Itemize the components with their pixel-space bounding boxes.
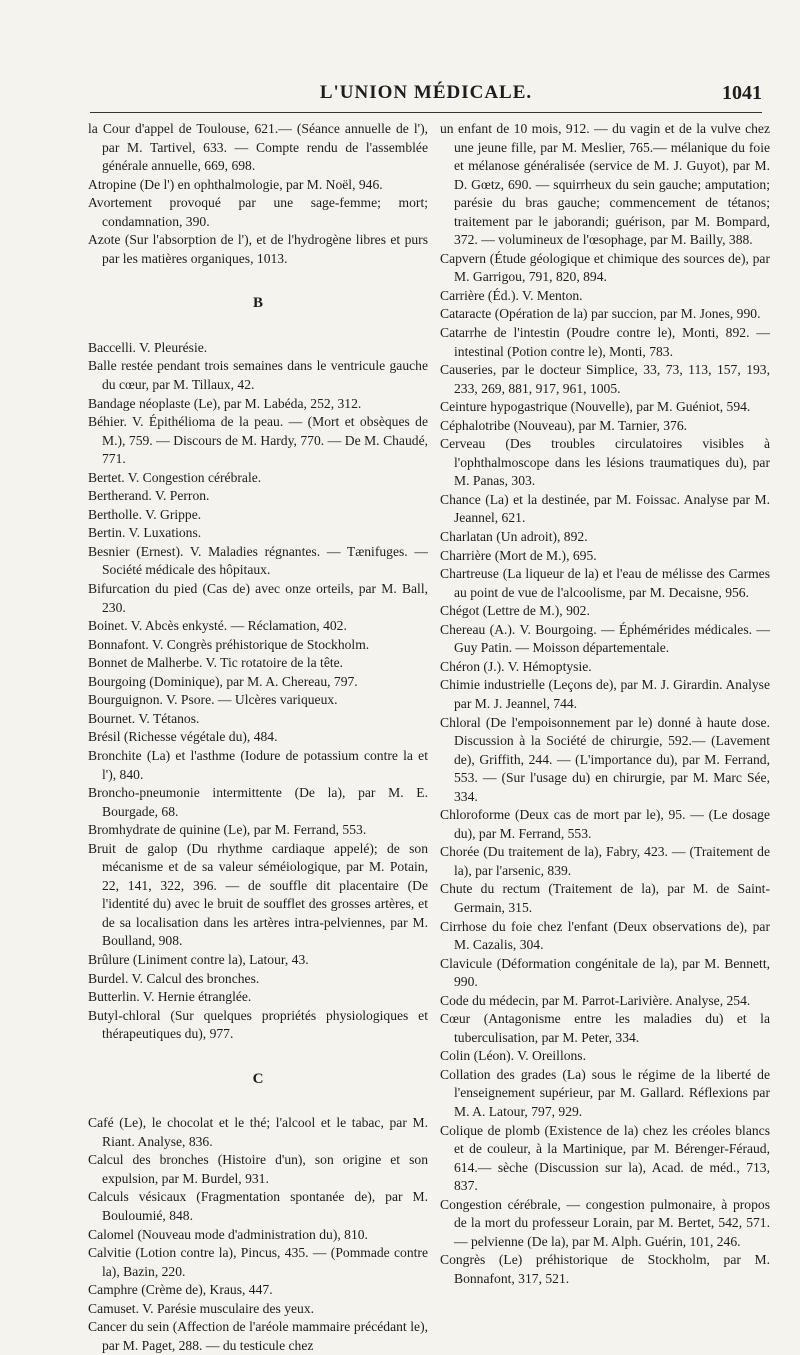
index-entry: Avortement provoqué par une sage-femme; mort; condamnation, 390. — [88, 195, 428, 229]
index-entry: Colin (Léon). V. Oreillons. — [440, 1048, 586, 1064]
index-entry: Colique de plomb (Existence de la) chez les créoles blancs et de couleur, à la Martinique, par M. Bérenger-Féraud, 614.— sèche (Discussion sur la), Acad. de méd., 713, 837. — [440, 1122, 770, 1194]
index-entry: la Cour d'appel de Toulouse, 621.— (Séance annuelle de l'), par M. Tartivel, 633. — Compte rendu de l'assemblée générale annuelle, 669, 698. — [88, 121, 428, 174]
index-entry: Charrière (Mort de M.), 695. — [440, 547, 597, 563]
index-entry: Bromhydrate de quinine (Le), par M. Ferrand, 553. — [88, 822, 367, 838]
index-entry: un enfant de 10 mois, 912. — du vagin et de la vulve chez une jeune fille, par M. Meslier, 765.— mélanique du foie et mélanose généralisée (service de M. J. Guyot), par M. D. Gœtz, 690. — squirrheux du sein gauche; amputation; parésie du bras gauche; commencement de tétanos; traitement par le jaborandi; guérison, par M. Bompard, 372. — volumineux de l'œsophage, par M. Bailly, 388. — [440, 121, 770, 248]
section-b-entries — [88, 339, 428, 1044]
page-header — [90, 82, 762, 112]
index-entry: Code du médecin, par M. Parrot-Larivière. Analyse, 254. — [440, 992, 751, 1008]
index-entry: Cataracte (Opération de la) par succion, par M. Jones, 990. — [440, 306, 761, 322]
index-entry: Collation des grades (La) sous le régime de la liberté de l'enseignement supérieur, par M. Gallard. Réflexions par M. A. Latour, 797, 929. — [440, 1066, 770, 1119]
index-entry: Bertin. V. Luxations. — [88, 525, 202, 541]
index-entry: Bertherand. V. Perron. — [88, 488, 210, 504]
index-entry: Cœur (Antagonisme entre les maladies du) et la tuberculisation, par M. Peter, 334. — [440, 1011, 770, 1045]
index-entry: Bronchite (La) et l'asthme (Iodure de potassium contre la et l'), 840. — [88, 747, 428, 782]
index-entry: Congrès (Le) préhistorique de Stockholm, par M. Bonnafont, 317, 521. — [440, 1252, 770, 1286]
index-entry: Azote (Sur l'absorption de l'), et de l'hydrogène libres et purs par les matières organiques, 1013. — [88, 232, 428, 266]
index-entry: Clavicule (Déformation congénitale de la), par M. Bennett, 990. — [440, 955, 770, 990]
section-letter-b: B — [252, 295, 263, 312]
index-entry: Bourgoing (Dominique), par M. A. Chereau, 797. — [88, 673, 358, 689]
index-entry: Cancer du sein (Affection de l'aréole mammaire précédant le), par M. Paget, 288. — du testicule chez — [88, 1319, 428, 1353]
index-entry: Baccelli. V. Pleurésie. — [88, 339, 208, 355]
index-entry: Bertet. V. Congestion cérébrale. — [88, 469, 262, 485]
index-entry: Chloroforme (Deux cas de mort par le), 95. — (Le dosage du), par M. Ferrand, 553. — [440, 807, 770, 841]
index-entry: Catarrhe de l'intestin (Poudre contre le), Monti, 892. — intestinal (Potion contre le), Monti, 783. — [440, 325, 770, 359]
index-entry: Atropine (De l') en ophthalmologie, par M. Noël, 946. — [88, 176, 383, 192]
index-entry: Bourguignon. V. Psore. — Ulcères variqueux. — [88, 692, 338, 708]
section-a-entries — [88, 120, 428, 268]
index-entry: Chéron (J.). V. Hémoptysie. — [440, 658, 592, 674]
index-entry: Causeries, par le docteur Simplice, 33, 73, 113, 157, 193, 233, 269, 881, 917, 961, 1005. — [440, 362, 770, 396]
index-entry: Brésil (Richesse végétale du), 484. — [88, 729, 278, 745]
right-entries — [440, 120, 770, 1288]
index-entry: Chereau (A.). V. Bourgoing. — Éphémérides médicales. — Guy Patin. — Moisson départementale. — [440, 621, 770, 656]
index-entry: Chorée (Du traitement de la), Fabry, 423. — (Traitement de la), par l'arsenic, 839. — [440, 844, 770, 878]
index-entry: Ceinture hypogastrique (Nouvelle), par M. Guéniot, 594. — [440, 399, 751, 415]
left-column — [88, 120, 428, 1355]
page-number: 1041 — [722, 82, 762, 104]
index-entry: Camuset. V. Parésie musculaire des yeux. — [88, 1300, 315, 1316]
index-entry: Calomel (Nouveau mode d'administration du), 810. — [88, 1226, 368, 1242]
index-entry: Bertholle. V. Grippe. — [88, 506, 202, 522]
section-letter-c: C — [252, 1070, 264, 1087]
index-entry: Broncho-pneumonie intermittente (De la), par M. E. Bourgade, 68. — [88, 785, 428, 819]
index-entry: Boinet. V. Abcès enkysté. — Réclamation, 402. — [88, 618, 347, 634]
index-entry: Chute du rectum (Traitement de la), par M. de Saint-Germain, 315. — [440, 881, 770, 915]
index-entry: Chance (La) et la destinée, par M. Foissac. Analyse par M. Jeannel, 621. — [440, 491, 770, 526]
index-entry: Béhier. V. Épithélioma de la peau. — (Mort et obsèques de M.), 759. — Discours de M. Hardy, 770. — De M. Chaudé, 771. — [88, 414, 428, 467]
index-entry: Balle restée pendant trois semaines dans le ventricule gauche du cœur, par M. Tillaux, 42. — [88, 358, 428, 393]
index-entry: Cerveau (Des troubles circulatoires visibles à l'ophthalmoscope dans les lésions traumatiques du), par M. Panas, 303. — [440, 436, 770, 489]
index-entry: Burdel. V. Calcul des bronches. — [88, 970, 260, 986]
index-entry: Calvitie (Lotion contre la), Pincus, 435. — (Pommade contre la), Bazin, 220. — [88, 1245, 428, 1279]
index-entry: Bruit de galop (Du rhythme cardiaque appelé); de son mécanisme et de sa valeur séméiologique, par M. Potain, 22, 141, 322, 396. — de souffle dit placentaire (De l'identité du) avec le bruit de soufflet des grosses artères, et de sa localisation dans les artères intra-pelviennes, par M. Boulland, 908. — [88, 840, 428, 949]
section-c-entries — [88, 1114, 428, 1355]
index-entry: Céphalotribe (Nouveau), par M. Tarnier, 376. — [440, 417, 688, 433]
index-entry: Calcul des bronches (Histoire d'un), son origine et son expulsion, par M. Burdel, 931. — [88, 1152, 428, 1186]
index-entry: Butterlin. V. Hernie étranglée. — [88, 989, 252, 1005]
index-entry: Camphre (Crème de), Kraus, 447. — [88, 1282, 273, 1298]
index-entry: Bandage néoplaste (Le), par M. Labéda, 252, 312. — [88, 395, 362, 411]
index-entry: Bonnet de Malherbe. V. Tic rotatoire de la tête. — [88, 655, 344, 671]
index-entry: Chloral (De l'empoisonnement par le) donné à haute dose. Discussion à la Société de chirurgie, 592.— (Lavement de), Griffith, 244. — (L'importance du), par M. Ferrand, 553. — (Sur l'usage du) en chirurgie, par M. Marc Sée, 334. — [440, 714, 770, 804]
index-entry: Capvern (Étude géologique et chimique des sources de), par M. Garrigou, 791, 820, 894. — [440, 250, 770, 285]
journal-title: L'UNION MÉDICALE. — [319, 82, 533, 103]
index-entry: Bournet. V. Tétanos. — [88, 710, 200, 726]
index-entry: Brûlure (Liniment contre la), Latour, 43. — [88, 951, 309, 967]
index-entry: Café (Le), le chocolat et le thé; l'alcool et le tabac, par M. Riant. Analyse, 836. — [88, 1115, 428, 1149]
index-entry: Cirrhose du foie chez l'enfant (Deux observations de), par M. Cazalis, 304. — [440, 918, 770, 953]
index-entry: Chimie industrielle (Leçons de), par M. J. Girardin. Analyse par M. J. Jeannel, 744. — [440, 677, 770, 711]
right-column — [440, 120, 770, 1288]
index-entry: Chégot (Lettre de M.), 902. — [440, 603, 590, 619]
index-entry: Besnier (Ernest). V. Maladies régnantes. — Tænifuges. — Société médicale des hôpitaux. — [88, 543, 428, 578]
index-entry: Chartreuse (La liqueur de la) et l'eau de mélisse des Carmes au point de vue de l'alcoolisme, par M. Decaisne, 956. — [440, 566, 770, 600]
index-entry: Bifurcation du pied (Cas de) avec onze orteils, par M. Ball, 230. — [88, 581, 428, 615]
header-rule — [90, 112, 762, 113]
index-entry: Charlatan (Un adroit), 892. — [440, 529, 588, 545]
index-entry: Congestion cérébrale, — congestion pulmonaire, à propos de la mort du professeur Lorain, par M. Bertet, 542, 571. — pelvienne (De la), par M. Alph. Guérin, 101, 246. — [440, 1196, 770, 1249]
index-entry: Calculs vésicaux (Fragmentation spontanée de), par M. Bouloumié, 848. — [88, 1189, 428, 1223]
index-entry: Bonnafont. V. Congrès préhistorique de Stockholm. — [88, 636, 370, 652]
index-entry: Butyl-chloral (Sur quelques propriétés physiologiques et thérapeutiques du), 977. — [88, 1007, 428, 1042]
index-entry: Carrière (Éd.). V. Menton. — [440, 287, 583, 303]
